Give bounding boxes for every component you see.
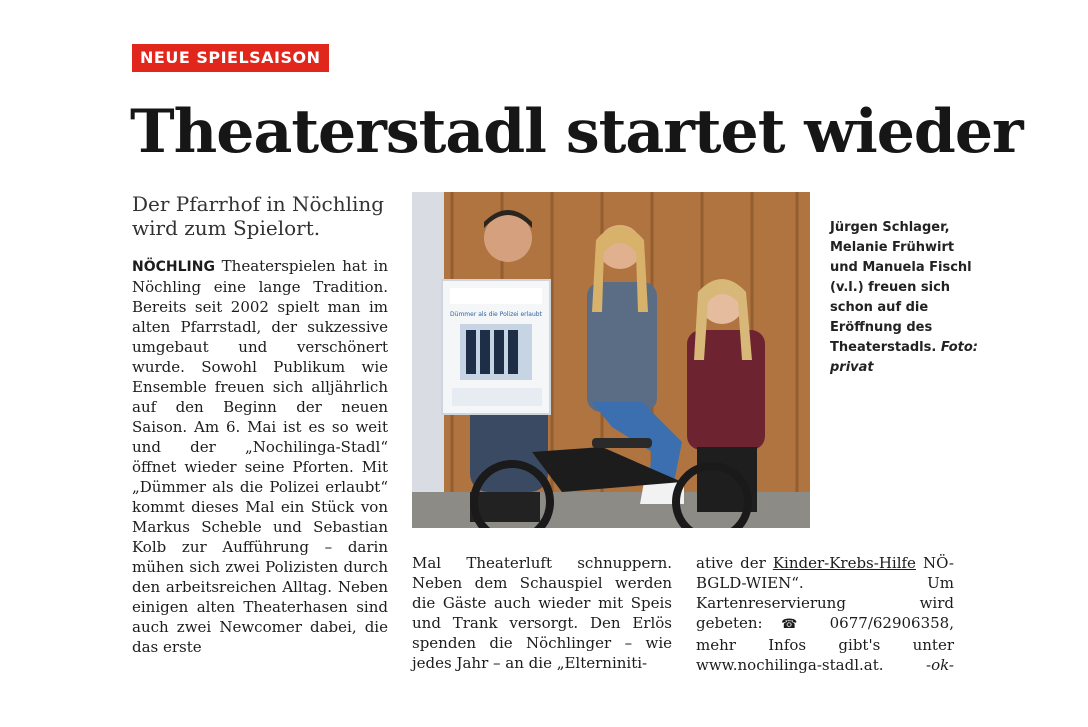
- article-column-3: [696, 553, 954, 675]
- article-photo: [412, 192, 810, 528]
- column-3-text: NÖ-BGLD-WIEN“. Um Kartenreservierung wird gebeten:: [696, 554, 954, 632]
- caption-text: Jürgen Schlager, Melanie Frühwirt und Manuela Fischl (v.l.) freuen sich schon auf die Eröffnung des Theaterstadls.: [830, 220, 972, 355]
- dateline: NÖCHLING: [132, 259, 215, 275]
- photo-credit: Foto: privat: [830, 340, 979, 375]
- article-column-1: [132, 256, 388, 657]
- article-subhead: Der Pfarrhof in Nöchling wird zum Spielort.: [132, 192, 385, 240]
- section-kicker: NEUE SPIELSAISON: [132, 44, 329, 72]
- charity-link[interactable]: Kinder-Krebs-Hilfe: [772, 554, 916, 572]
- poster-title: Dümmer als die Polizei erlaubt: [450, 311, 542, 318]
- column-1-text: Theaterspielen hat in Nöchling eine lange Tradition. Bereits seit 2002 spielt man im alten Pfarrstadl, der sukzessive umgebaut und verschönert wurde. Sowohl Publikum wie Ensemble freuen sich alljährlich auf den Beginn der neuen Saison. Am 6. Mai ist es so weit und der „Nochilinga-Stadl“ öffnet wieder seine Pforten. Mit „Dümmer als die Polizei erlaubt“ kommt dieses Mal ein Stück von Markus Scheble und Sebastian Kolb zur Aufführung – darin mühen sich zwei Polizisten durch den arbeitsreichen Alltag. Neben einigen alten Theaterhasen sind auch zwei Newcomer dabei, die das erste: [132, 257, 388, 656]
- phone-icon: ☎: [781, 617, 812, 632]
- article-column-2: [412, 553, 672, 673]
- contact-text: 0677/62906358, mehr Infos gibt's unter www.nochilinga-stadl.at.: [696, 614, 954, 674]
- author-initials: -ok-: [926, 656, 954, 674]
- article-headline: Theaterstadl startet wieder: [130, 97, 1023, 167]
- column-2-text: Mal Theaterluft schnuppern. Neben dem Schauspiel werden die Gäste auch wieder mit Speis und Trank versorgt. Den Erlös spenden die Nöchlinger – wie jedes Jahr – an die „Elterniniti-: [412, 554, 672, 672]
- photo-caption: [830, 218, 980, 378]
- column-3-text-start: ative der: [696, 554, 766, 572]
- photo-illustration: [412, 192, 810, 528]
